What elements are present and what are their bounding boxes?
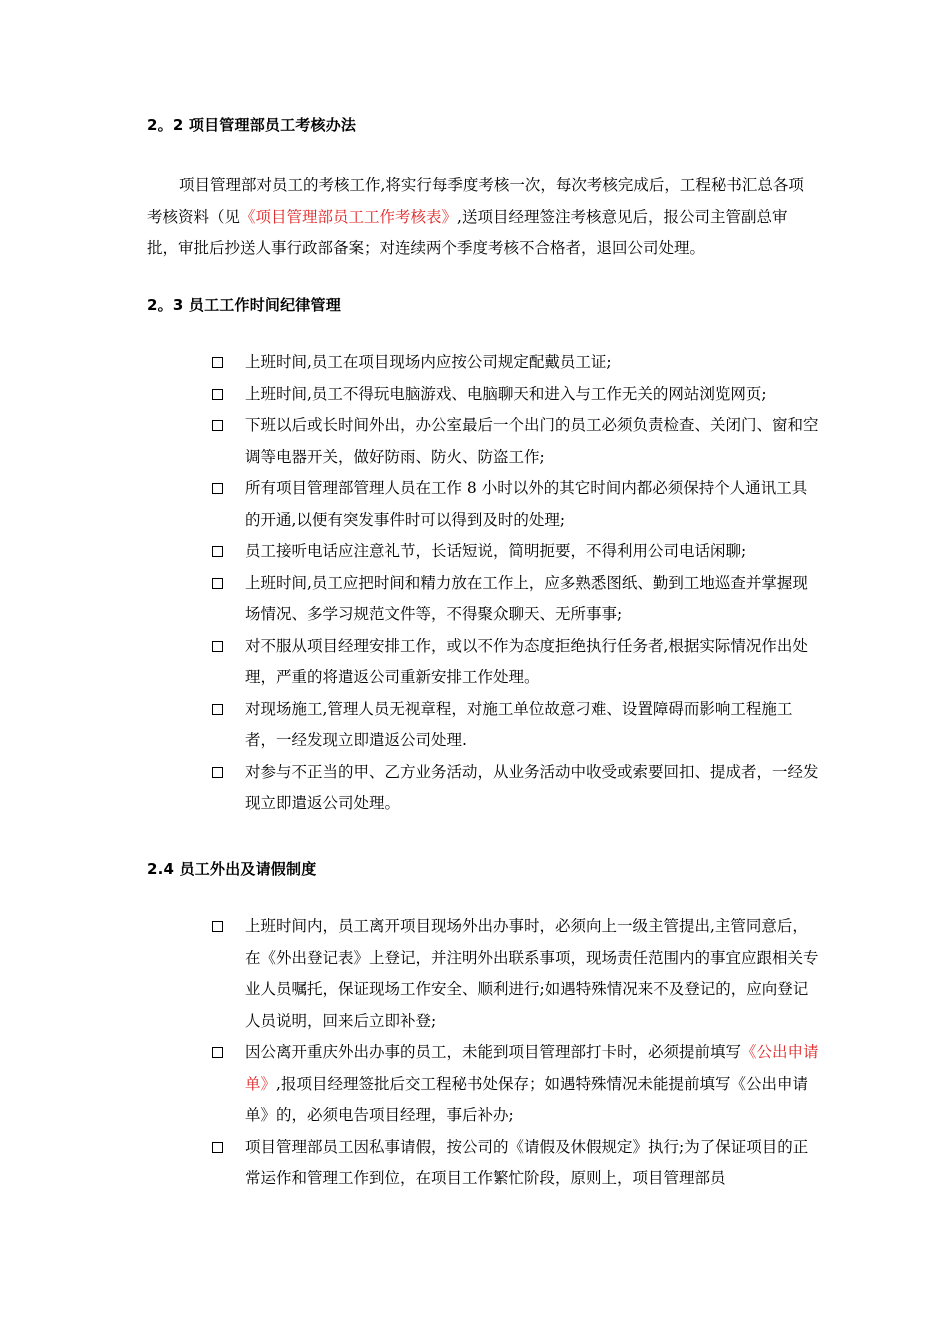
discipline-list (210, 347, 820, 820)
form-reference-link: 《项目管理部员工工作考核表》 (240, 207, 458, 226)
list-item (210, 568, 820, 631)
list-item-text: 上班时间,员工在项目现场内应按公司规定配戴员工证; (245, 353, 612, 371)
checkbox-icon (212, 767, 223, 778)
checkbox-icon (212, 704, 223, 715)
list-item-text: 上班时间,员工不得玩电脑游戏、电脑聊天和进入与工作无关的网站浏览网页; (245, 384, 767, 403)
list-item (210, 1132, 820, 1195)
list-item (210, 1037, 820, 1132)
list-item-text: 员工接听电话应注意礼节，长话短说，简明扼要，不得利用公司电话闲聊; (245, 542, 747, 560)
list-item-text: 对现场施工,管理人员无视章程，对施工单位故意刁难、设置障碍而影响工程施工者，一经发现立即遣返公司处理. (245, 699, 793, 749)
section-heading-2-3: 2。3 员工工作时间纪律管理 (147, 296, 341, 314)
checkbox-icon (212, 357, 223, 368)
list-item (210, 347, 820, 379)
section-2-2-paragraph (147, 170, 817, 265)
checkbox-icon (212, 1047, 223, 1058)
paragraph-text-2: ,送项目经理签注考核意见后，报公司主管副总审批，审批后抄送人事行政部备案；对连续两个季度考核不合格者，退回公司处理。 (147, 207, 788, 257)
checkbox-icon (212, 483, 223, 494)
checkbox-icon (212, 389, 223, 400)
paragraph-text-1: 项目管理部对员工的考核工作,将实行每季度考核一次，每次考核完成后，工程秘书汇总各项考核资料（见 (147, 176, 804, 226)
checkbox-icon (212, 641, 223, 652)
list-item (210, 473, 820, 536)
list-item (210, 379, 820, 411)
checkbox-icon (212, 1142, 223, 1153)
form-reference-link: 《公出申请单》 (245, 1043, 819, 1093)
list-item (210, 410, 820, 473)
checkbox-icon (212, 546, 223, 557)
list-item-text: 下班以后或长时间外出，办公室最后一个出门的员工必须负责检查、关闭门、窗和空调等电器开关，做好防雨、防火、防盗工作; (245, 416, 819, 466)
list-item-text: 对参与不正当的甲、乙方业务活动，从业务活动中收受或索要回扣、提成者，一经发现立即遣返公司处理。 (245, 762, 819, 812)
list-item (210, 911, 820, 1037)
checkbox-icon (212, 420, 223, 431)
section-heading-2-4: 2.4 员工外出及请假制度 (147, 860, 317, 878)
checkbox-icon (212, 578, 223, 589)
list-item (210, 757, 820, 820)
list-item-text: 所有项目管理部管理人员在工作 8 小时以外的其它时间内都必须保持个人通讯工具的开通,以便有突发事件时可以得到及时的处理; (245, 479, 808, 529)
list-item (210, 631, 820, 694)
leave-list (210, 911, 820, 1195)
section-heading-2-2: 2。2 项目管理部员工考核办法 (147, 116, 357, 134)
checkbox-icon (212, 921, 223, 932)
list-item-text: ,报项目经理签批后交工程秘书处保存；如遇特殊情况未能提前填写《公出申请单》的，必须电告项目经理，事后补办; (245, 1074, 808, 1124)
list-item-text: 上班时间,员工应把时间和精力放在工作上，应多熟悉图纸、勤到工地巡查并掌握现场情况、多学习规范文件等，不得聚众聊天、无所事事; (245, 573, 808, 623)
list-item-text: 因公离开重庆外出办事的员工，未能到项目管理部打卡时，必须提前填写 (245, 1043, 742, 1061)
list-item-text: 上班时间内，员工离开项目现场外出办事时，必须向上一级主管提出,主管同意后，在《外出登记表》上登记，并注明外出联系事项，现场责任范围内的事宜应跟相关专业人员嘱托，保证现场工作安全、顺利进行;如遇特殊情况来不及登记的，应向登记人员说明，回来后立即补登; (245, 917, 819, 1030)
list-item (210, 536, 820, 568)
list-item (210, 694, 820, 757)
list-item-text: 对不服从项目经理安排工作，或以不作为态度拒绝执行任务者,根据实际情况作出处理，严重的将遣返公司重新安排工作处理。 (245, 636, 808, 686)
list-item-text: 项目管理部员工因私事请假，按公司的《请假及休假规定》执行;为了保证项目的正常运作和管理工作到位，在项目工作繁忙阶段，原则上，项目管理部员 (245, 1137, 809, 1187)
